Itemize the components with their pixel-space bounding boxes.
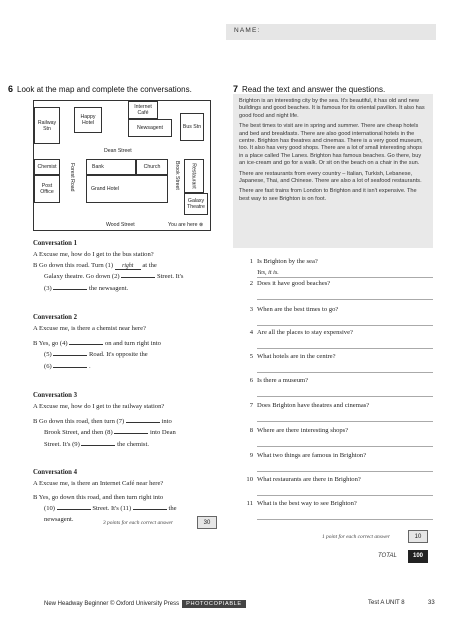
answer-line[interactable]: [257, 511, 433, 520]
question-number: 2: [249, 280, 253, 287]
conversation-2-heading: Conversation 2: [33, 314, 77, 321]
answer-line[interactable]: Yes, it is.: [257, 269, 433, 278]
conv3-line-4: [33, 439, 218, 451]
conversation-2: [33, 313, 218, 373]
section-7-title: [233, 84, 385, 94]
question-5: [243, 353, 433, 360]
photocopiable-badge: PHOTOCOPIABLE: [182, 600, 246, 608]
conv1-line-3-b: Street. It's: [156, 273, 184, 281]
question-text: Are all the places to stay expensive?: [257, 329, 353, 336]
question-text: When are the best times to go?: [257, 306, 339, 313]
name-label: NAME:: [234, 27, 261, 34]
conv2-line-3: [33, 349, 218, 361]
section-6-instruction: Look at the map and complete the conversations.: [17, 85, 192, 94]
answer-line[interactable]: [257, 463, 433, 472]
answer-blank-10[interactable]: [57, 503, 91, 510]
answer-blank-1: right: [115, 263, 141, 270]
section-7-number: 7: [233, 84, 239, 94]
map-happy-hotel-label: Happy Hotel: [80, 114, 96, 126]
map-you-are-here: [168, 222, 203, 228]
question-9: [243, 452, 433, 459]
map-wood-street: Wood Street: [106, 222, 135, 228]
map-forest-road: Forest Road: [69, 163, 75, 192]
question-7: [243, 402, 433, 409]
conv1-line-3-a: Galaxy theatre. Go down (2): [44, 273, 120, 281]
map-galaxy-theatre-label: Galaxy Theatre: [187, 198, 205, 210]
footer-left: [44, 600, 246, 608]
question-8: [243, 427, 433, 434]
footer-publisher: New Headway Beginner © Oxford University Press: [44, 601, 180, 607]
map-post-office: [34, 175, 60, 203]
answer-blank-11[interactable]: [133, 503, 167, 510]
question-text: What restaurants are there in Brighton?: [257, 476, 361, 483]
question-number: 10: [246, 476, 253, 483]
conv3-line-3: [33, 427, 218, 439]
map-grand-hotel-label: Grand Hotel: [91, 186, 119, 192]
question-2: [243, 280, 433, 287]
question-1: [243, 258, 433, 276]
answer-blank-7[interactable]: [126, 416, 160, 423]
map-chemist-label: Chemist: [37, 164, 57, 170]
map-railway-station: [34, 107, 60, 144]
footer-test-unit: Test A UNIT 8: [368, 600, 405, 606]
question-text: What is the best way to see Brighton?: [257, 500, 357, 507]
answer-blank-2[interactable]: [121, 271, 155, 278]
map-restaurant-label: Restaurant: [191, 163, 198, 189]
conv3-line-2-a: B Go down this road, then turn (7): [33, 417, 125, 425]
answer-blank-9[interactable]: [81, 439, 115, 446]
conv1-line-3: [33, 271, 218, 283]
section-6-number: 6: [8, 84, 14, 94]
section-6-points-note: 3 points for each correct answer: [103, 520, 174, 526]
question-text: Is Brighton by the sea?: [257, 258, 318, 265]
question-number: 8: [249, 427, 253, 434]
map-brook-street: Brook Street: [174, 161, 180, 190]
conv2-line-4-b: .: [89, 363, 91, 371]
answer-line[interactable]: [257, 340, 433, 349]
total-score-box: 100: [408, 550, 428, 563]
footer-right: [368, 600, 405, 606]
conv3-line-2: [33, 416, 218, 428]
map-happy-hotel: [74, 107, 102, 133]
conv2-line-3-b: Road. It's opposite the: [89, 351, 148, 359]
section-6-score-box: 30: [197, 516, 217, 529]
question-number: 11: [246, 500, 253, 507]
you-are-here-marker-icon: ⊗: [198, 222, 204, 228]
map-newsagent: [128, 119, 172, 137]
conv4-line-3-b: Street. It's (11): [92, 505, 132, 513]
map-grand-hotel: [86, 175, 168, 203]
map-bank: [86, 159, 136, 175]
conversation-4-heading: Conversation 4: [33, 469, 77, 476]
map-newsagent-label: Newsagent: [137, 125, 163, 131]
conv4-line-3-c: the: [168, 505, 177, 513]
conv2-line-3-a: (5): [44, 351, 52, 359]
answer-line[interactable]: [257, 438, 433, 447]
answer-line[interactable]: [257, 291, 433, 300]
question-text: Is there a museum?: [257, 377, 309, 384]
conv2-line-2-a: B Yes, go (4): [33, 339, 68, 347]
question-11: [243, 500, 433, 507]
conv4-line-2: B Yes, go down this road, and then turn right into: [33, 493, 164, 501]
question-text: What hotels are in the centre?: [257, 353, 336, 360]
map-bank-label: Bank: [92, 164, 104, 170]
question-10: [243, 476, 433, 483]
street-map: [33, 100, 211, 231]
conv1-line-1: A Excuse me, how do I get to the bus station?: [33, 250, 154, 258]
conv2-line-1: A Excuse me, is there a chemist near here?: [33, 324, 146, 332]
conv2-line-2: [33, 338, 218, 350]
conv2-line-2-b: on and turn right into: [104, 339, 161, 347]
conv1-line-4: [33, 283, 218, 295]
conv2-line-4-a: (6): [44, 363, 52, 371]
map-dean-street: Dean Street: [104, 148, 132, 154]
question-text: What two things are famous in Brighton?: [257, 452, 367, 459]
conversation-3: [33, 391, 218, 451]
conversation-4: [33, 468, 218, 526]
answer-line[interactable]: [257, 413, 433, 422]
map-you-are-here-label: You are here: [168, 222, 198, 228]
question-3: [243, 306, 433, 313]
reading-paragraph-2: The best times to visit are in spring and summer. There are cheap hotels and bed and breakfasts. There are also good international hotels in the centre. Brighton has theatres and cinemas. There is a very good museum, too. It also has very good shops. There are a lot of small interesting shops in a place called The Lanes. Brighton has famous beaches. Go there, buy an ice-cream and go for a walk. Or sit on the beach on a chair in the sun.: [239, 123, 423, 167]
question-text: Does it have good beaches?: [257, 280, 331, 287]
section-6-title: [8, 84, 192, 94]
conv1-line-2-b: at the: [142, 261, 157, 269]
map-bus-stn-label: Bus Stn: [182, 124, 202, 130]
map-church: [136, 159, 168, 175]
question-number: 7: [249, 402, 253, 409]
map-chemist: [34, 159, 60, 175]
section-7-instruction: Read the text and answer the questions.: [242, 85, 386, 94]
answer-blank-8[interactable]: [114, 427, 148, 434]
conv3-line-2-b: into: [161, 417, 172, 425]
question-text: Does Brighton have theatres and cinemas?: [257, 402, 370, 409]
conv4-line-1: A Excuse me, is there an Internet Café near here?: [33, 479, 164, 487]
answer-blank-5[interactable]: [53, 349, 87, 356]
conversation-1: [33, 239, 218, 295]
answer-blank-4[interactable]: [69, 338, 103, 345]
map-post-office-label: Post Office: [40, 183, 54, 195]
conv4-line-4: newsagent.: [44, 516, 74, 524]
answer-line[interactable]: [257, 317, 433, 326]
question-number: 1: [249, 258, 253, 265]
conv1-line-2-a: B Go down this road. Turn (1): [33, 261, 114, 269]
name-field[interactable]: [226, 24, 436, 40]
answer-line[interactable]: [257, 364, 433, 373]
map-restaurant: [184, 159, 204, 193]
conversation-3-heading: Conversation 3: [33, 392, 77, 399]
conv3-line-3-a: Brook Street, and then (8): [44, 429, 113, 437]
question-4: [243, 329, 433, 336]
map-bus-station: [180, 113, 204, 141]
answer-blank-6[interactable]: [53, 361, 87, 368]
conv2-line-4: [33, 361, 218, 373]
conv3-line-3-b: into Dean: [149, 429, 176, 437]
question-number: 3: [249, 306, 253, 313]
question-text: Where are there interesting shops?: [257, 427, 349, 434]
map-church-label: Church: [143, 164, 161, 170]
question-number: 9: [249, 452, 253, 459]
section-7-points-note: 1 point for each correct answer: [322, 534, 390, 540]
conv1-line-4-a: (3): [44, 285, 52, 293]
conv1-line-2: [33, 261, 218, 272]
map-railway-label: Railway Stn: [37, 119, 57, 132]
map-galaxy-theatre: [184, 193, 208, 215]
reading-paragraph-1: Brighton is an interesting city by the sea. It's beautiful, it has old and new buildings and good beaches. It is famous for its oriental pavilion. It also has good food and night life.: [239, 98, 425, 119]
conv3-line-1: A Excuse me, how do I get to the railway station?: [33, 402, 165, 410]
question-number: 4: [249, 329, 253, 336]
answer-blank-3[interactable]: [53, 283, 87, 290]
total-label: TOTAL: [378, 553, 397, 559]
question-number: 5: [249, 353, 253, 360]
conv1-line-4-b: the newsagent.: [89, 285, 129, 293]
answer-line[interactable]: [257, 388, 433, 397]
page-number: 33: [428, 600, 435, 606]
conv4-line-3: [33, 503, 218, 515]
reading-paragraph-3: There are restaurants from every country – Italian, Turkish, Lebanese, Japanese, Thai, and Chinese. There are also a lot of seafood restaurants.: [239, 170, 422, 185]
reading-text-box: [233, 94, 433, 248]
question-6: [243, 377, 433, 384]
question-number: 6: [249, 377, 253, 384]
reading-paragraph-4: There are fast trains from London to Brighton and it isn't expensive. The best way to see Brighton is on foot.: [239, 188, 417, 202]
conversation-1-heading: Conversation 1: [33, 240, 77, 247]
map-internet-cafe-label: Internet Café: [134, 104, 152, 116]
conv3-line-4-a: Street. It's (9): [44, 441, 80, 449]
conv3-line-4-b: the chemist.: [117, 441, 149, 449]
answer-line[interactable]: [257, 487, 433, 496]
conv4-line-3-a: (10): [44, 505, 55, 513]
map-internet-cafe: [128, 101, 158, 119]
section-7-score-box: 10: [408, 530, 428, 543]
